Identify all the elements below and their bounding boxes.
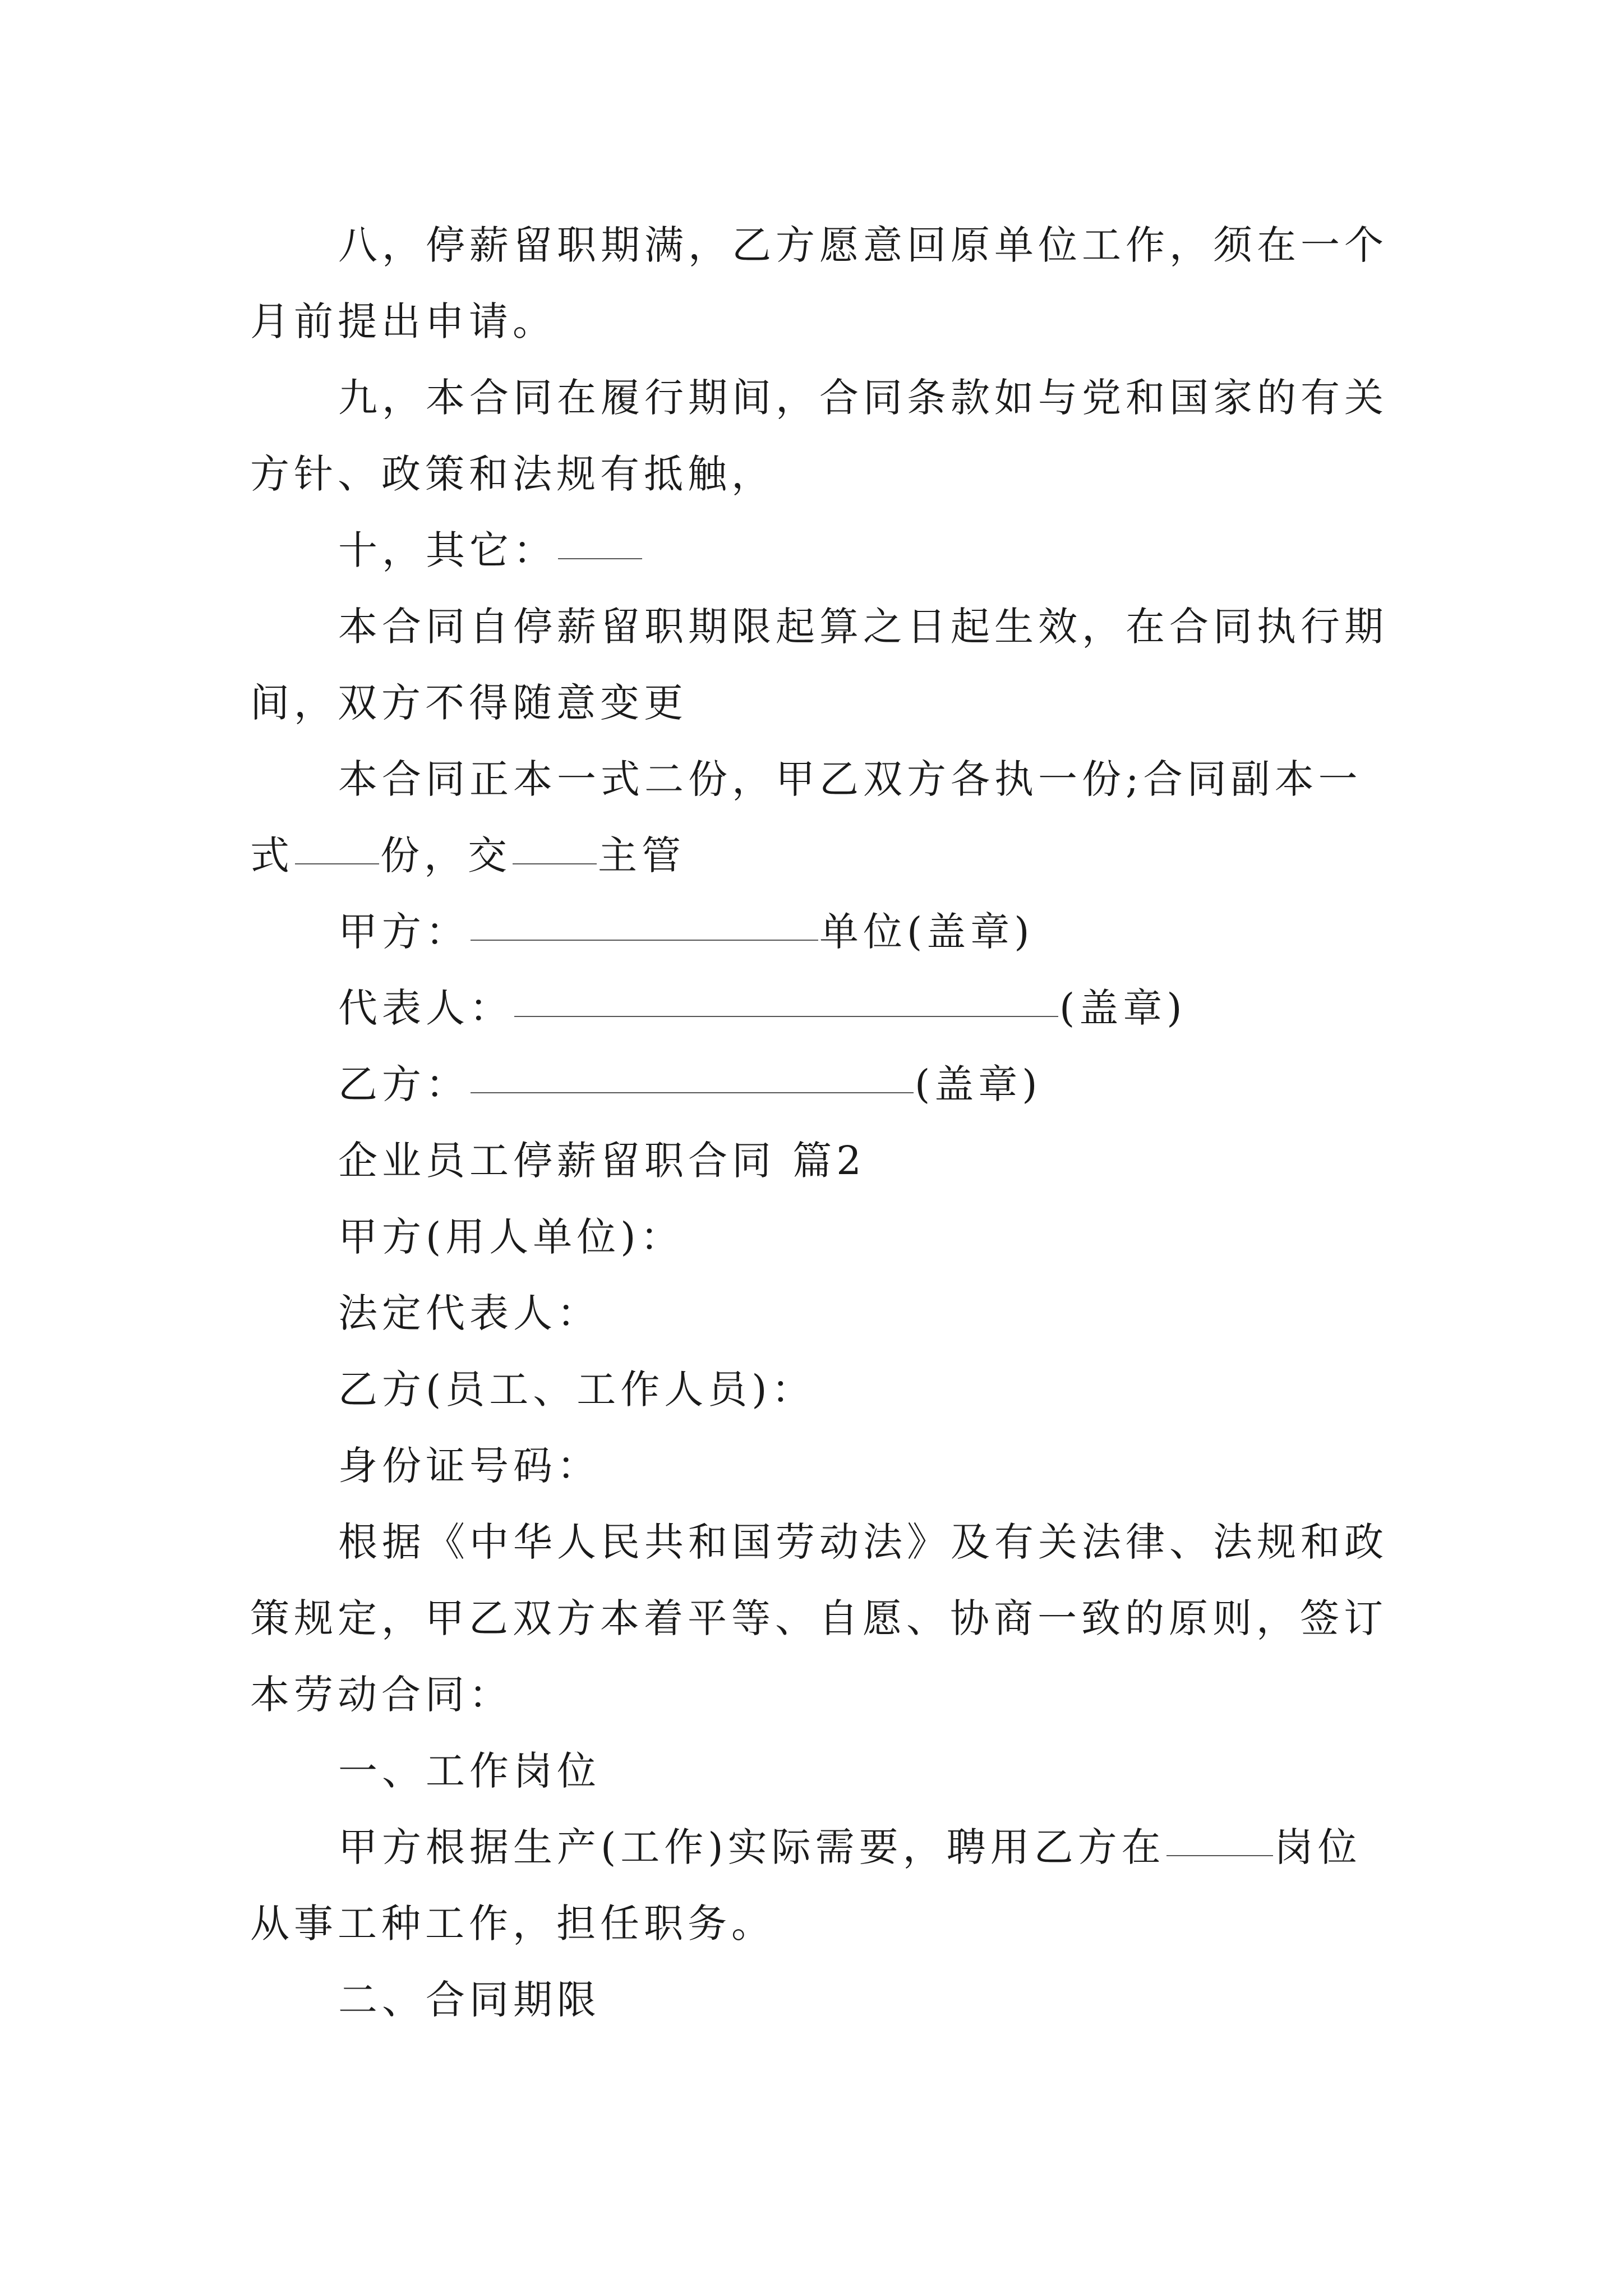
representative-blank bbox=[514, 982, 1058, 1017]
item-1-line-1 bbox=[338, 1816, 1398, 1878]
clause-8-line-2: 月前提出申请。 bbox=[250, 298, 556, 344]
item-1-text-a: 甲方根据生产(工作)实际需要，聘用乙方在 bbox=[338, 1824, 1165, 1870]
section-2-party-b: 乙方(员工、工作人员)： bbox=[338, 1366, 815, 1412]
party-b-label: 乙方： bbox=[338, 1061, 469, 1107]
item-1-title: 一、工作岗位 bbox=[338, 1748, 601, 1794]
representative-label: 代表人： bbox=[338, 985, 513, 1031]
clause-8-line-1: 八，停薪留职期满，乙方愿意回原单位工作，须在一个 bbox=[338, 222, 1388, 268]
copies-text-b: 份，交 bbox=[380, 832, 511, 878]
effective-line-1: 本合同自停薪留职期限起算之日起生效，在合同执行期 bbox=[338, 604, 1388, 650]
section-2-id-number: 身份证号码： bbox=[338, 1443, 601, 1489]
clause-10 bbox=[338, 519, 1398, 581]
clause-9-line-2: 方针、政策和法规有抵触， bbox=[250, 451, 775, 497]
section-2-party-a: 甲方(用人单位)： bbox=[338, 1214, 684, 1260]
party-b-signature bbox=[338, 1053, 1398, 1115]
section-2-intro-line-2: 策规定，甲乙双方本着平等、自愿、协商一致的原则，签订 bbox=[250, 1595, 1387, 1641]
clause-9-line-1: 九，本合同在履行期间，合同条款如与党和国家的有关 bbox=[338, 375, 1388, 421]
party-a-label: 甲方： bbox=[338, 909, 469, 955]
copies-line-2 bbox=[250, 825, 1394, 886]
party-b-suffix: (盖章) bbox=[915, 1061, 1042, 1107]
section-2-intro-line-3: 本劳动合同： bbox=[250, 1672, 513, 1718]
copies-count-blank bbox=[295, 830, 379, 864]
clause-10-blank bbox=[558, 524, 642, 559]
item-2-title: 二、合同期限 bbox=[338, 1977, 601, 2023]
section-2-title: 企业员工停薪留职合同 篇2 bbox=[338, 1138, 866, 1184]
party-b-blank bbox=[471, 1059, 914, 1093]
item-1-text-b: 岗位 bbox=[1274, 1824, 1362, 1870]
effective-line-2: 间，双方不得随意变更 bbox=[250, 680, 688, 726]
representative-signature bbox=[338, 977, 1398, 1039]
item-1-position-blank bbox=[1166, 1821, 1273, 1856]
copies-line-1: 本合同正本一式二份，甲乙双方各执一份;合同副本一 bbox=[338, 756, 1362, 802]
section-2-legal-rep: 法定代表人： bbox=[338, 1290, 601, 1336]
copies-authority-blank bbox=[513, 830, 597, 864]
clause-10-label: 十，其它： bbox=[338, 527, 557, 573]
copies-text-c: 主管 bbox=[598, 832, 685, 878]
party-a-suffix: 单位(盖章) bbox=[819, 909, 1034, 955]
copies-text-a: 式 bbox=[250, 832, 294, 878]
section-2-intro-line-1: 根据《中华人民共和国劳动法》及有关法律、法规和政 bbox=[338, 1519, 1388, 1565]
party-a-blank bbox=[471, 906, 818, 941]
representative-suffix: (盖章) bbox=[1059, 985, 1187, 1031]
party-a-signature bbox=[338, 901, 1398, 963]
item-1-line-2: 从事工种工作，担任职务。 bbox=[250, 1901, 775, 1947]
